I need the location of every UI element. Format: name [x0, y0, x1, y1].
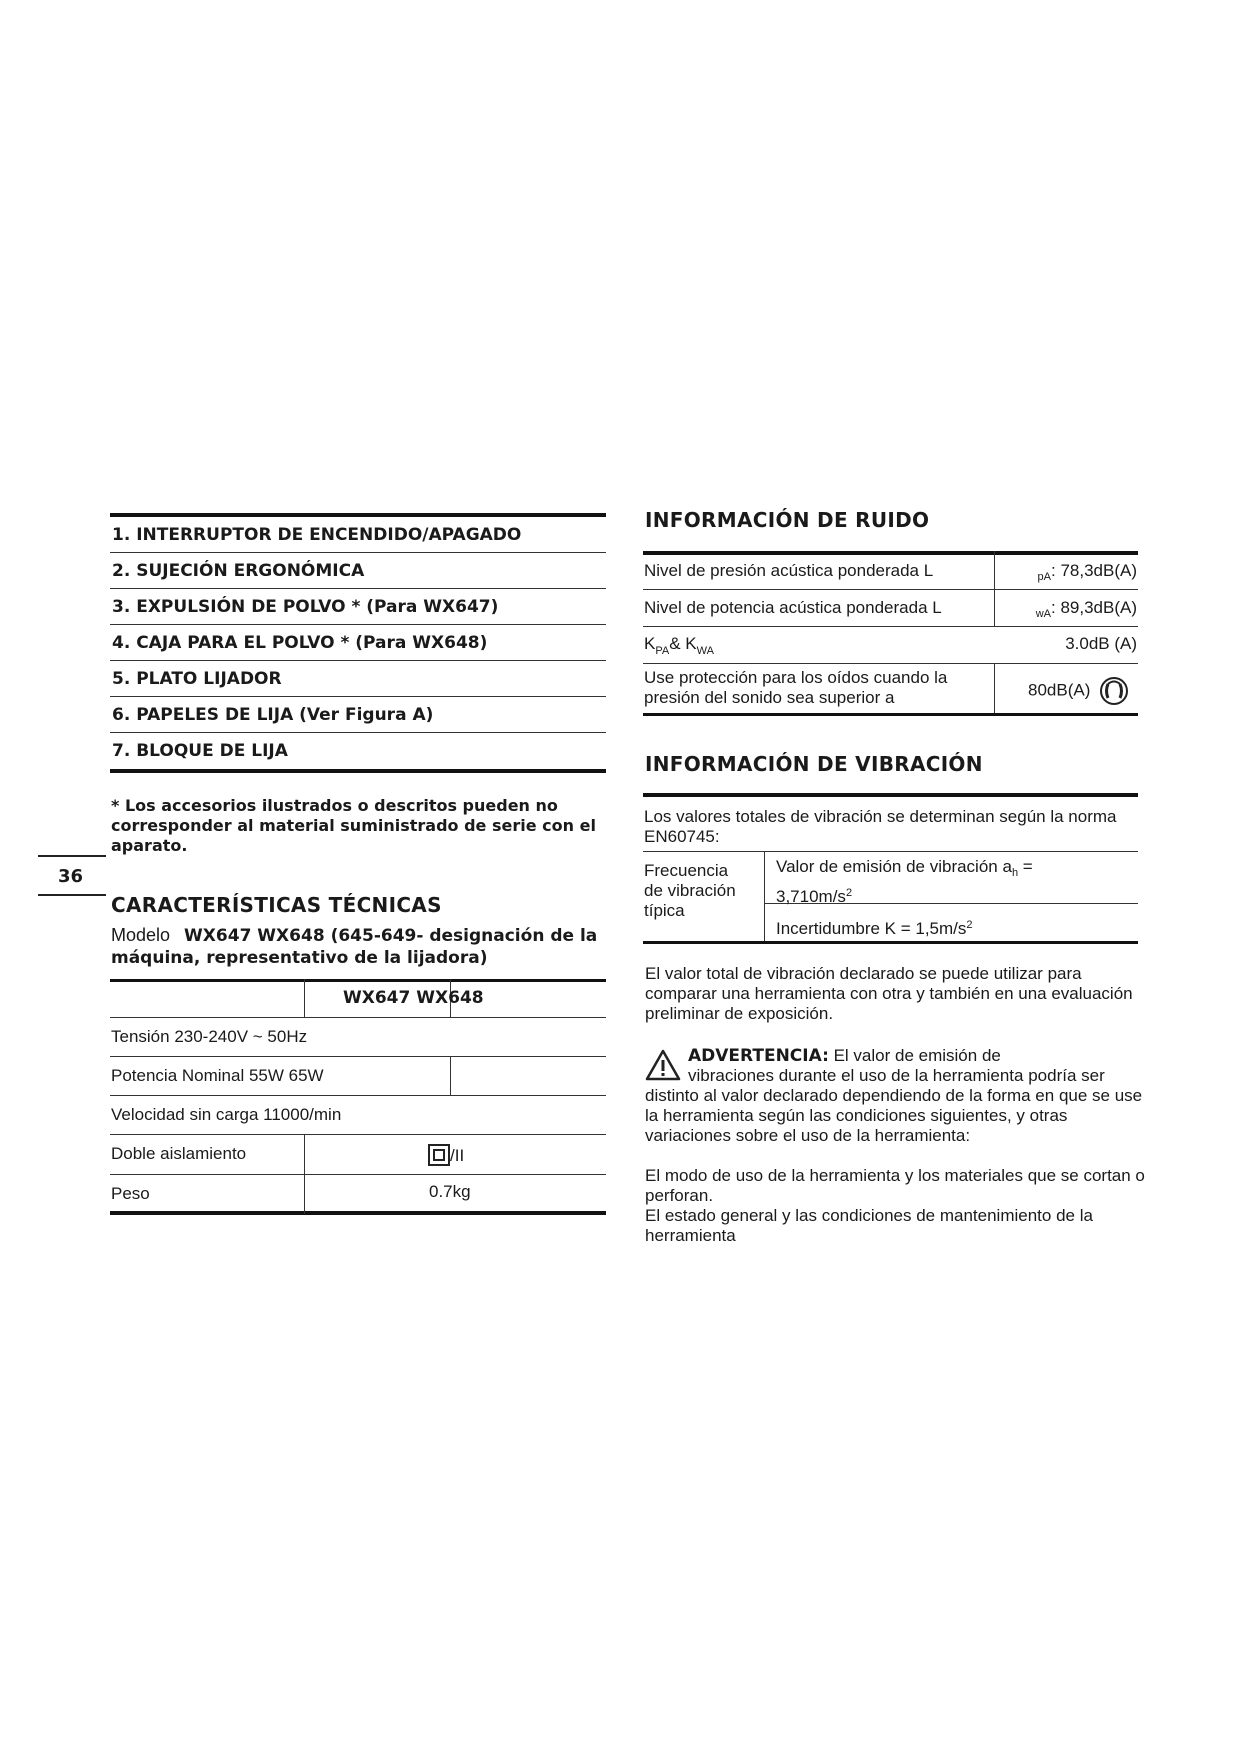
double-insulation-icon [428, 1144, 450, 1166]
page-number-rule [38, 894, 106, 896]
vibration-table [643, 793, 1138, 944]
warning-heading: ADVERTENCIA: El valor de emisión de [688, 1046, 1001, 1066]
noise-power-value: $_{wA}$: 89,3dB(A) [1035, 598, 1137, 620]
page-number: 36 [58, 866, 84, 887]
noise-power-label: Nivel de potencia acústica ponderada L [644, 598, 942, 617]
vibration-emission: Valor de emisión de vibración $a_h$ = $3,710m/s^2$ [776, 857, 1033, 906]
parts-list-item: 4. CAJA PARA EL POLVO * (Para WX648) [110, 625, 606, 661]
specs-table [110, 979, 606, 1215]
noise-uncertainty-value: 3.0dB (A) [1065, 634, 1137, 653]
accessories-note: * Los accesorios ilustrados o descritos pueden no corresponder al material suministrado de serie con el aparato. [111, 796, 596, 855]
vibration-intro: Los valores totales de vibración se determinan según la norma EN60745: [644, 807, 1117, 846]
model-value: WX647 WX648 (645-649- designación de la máquina, representativo de la lijadora) [111, 926, 598, 968]
model-label: Modelo [111, 925, 171, 945]
page-number-rule [38, 855, 106, 857]
spec-weight-label: Peso [111, 1184, 150, 1203]
spec-insulation-label: Doble aislamiento [111, 1144, 247, 1163]
noise-pressure-value: $_{pA}$: 78,3dB(A) [1037, 561, 1137, 583]
noise-title: INFORMACIÓN DE RUIDO [645, 508, 930, 532]
model-line [111, 925, 611, 969]
hearing-protection-value: 80dB(A) [1028, 676, 1129, 706]
vibration-uncertainty: Incertidumbre $K = 1,5m/s^2$ [776, 919, 973, 938]
parts-list-item: 6. PAPELES DE LIJA (Ver Figura A) [110, 697, 606, 733]
warning-text: vibraciones durante el uso de la herramienta podría ser distinto al valor declarado dependiendo de la forma en que se use la herramienta según las condiciones siguientes, y otras variaciones sobre el uso de la herramienta: [645, 1066, 1143, 1145]
spec-voltage: Tensión 230-240V ~ 50Hz [111, 1027, 308, 1046]
specs-title: CARACTERÍSTICAS TÉCNICAS [111, 893, 442, 917]
hearing-protection-text: Use protección para los oídos cuando la presión del sonido sea superior a [644, 668, 948, 707]
specs-header: WX647 WX648 [343, 988, 484, 1008]
spec-weight-value: 0.7kg [429, 1182, 471, 1201]
spec-insulation-value [428, 1144, 464, 1166]
parts-list-item: 2. SUJECIÓN ERGONÓMICA [110, 553, 606, 589]
parts-list-item: 3. EXPULSIÓN DE POLVO * (Para WX647) [110, 589, 606, 625]
vibration-frequency-label: Frecuencia de vibración típica [644, 861, 736, 920]
parts-list-item: 5. PLATO LIJADOR [110, 661, 606, 697]
insulation-class: /II [450, 1146, 465, 1165]
vibration-title: INFORMACIÓN DE VIBRACIÓN [645, 752, 983, 776]
spec-speed: Velocidad sin carga 11000/min [111, 1105, 342, 1124]
parts-list-item: 1. INTERRUPTOR DE ENCENDIDO/APAGADO [110, 513, 606, 553]
vibration-total-text: El valor total de vibración declarado se puede utilizar para comparar una herramienta con otra y también en una evaluación preliminar de exposición. [645, 964, 1133, 1023]
maintenance-text: El estado general y las condiciones de mantenimiento de la herramienta [645, 1206, 1093, 1245]
parts-list [110, 513, 606, 773]
use-mode-text: El modo de uso de la herramienta y los materiales que se cortan o perforan. [645, 1166, 1145, 1205]
noise-uncertainty-label: $K_{PA}\&$ $K_{WA}$ [644, 634, 714, 657]
ear-protection-icon [1099, 676, 1129, 706]
parts-list-item: 7. BLOQUE DE LIJA [110, 733, 606, 773]
spec-power: Potencia Nominal 55W 65W [111, 1066, 324, 1085]
noise-pressure-label: Nivel de presión acústica ponderada L [644, 561, 934, 580]
noise-table [643, 551, 1138, 716]
